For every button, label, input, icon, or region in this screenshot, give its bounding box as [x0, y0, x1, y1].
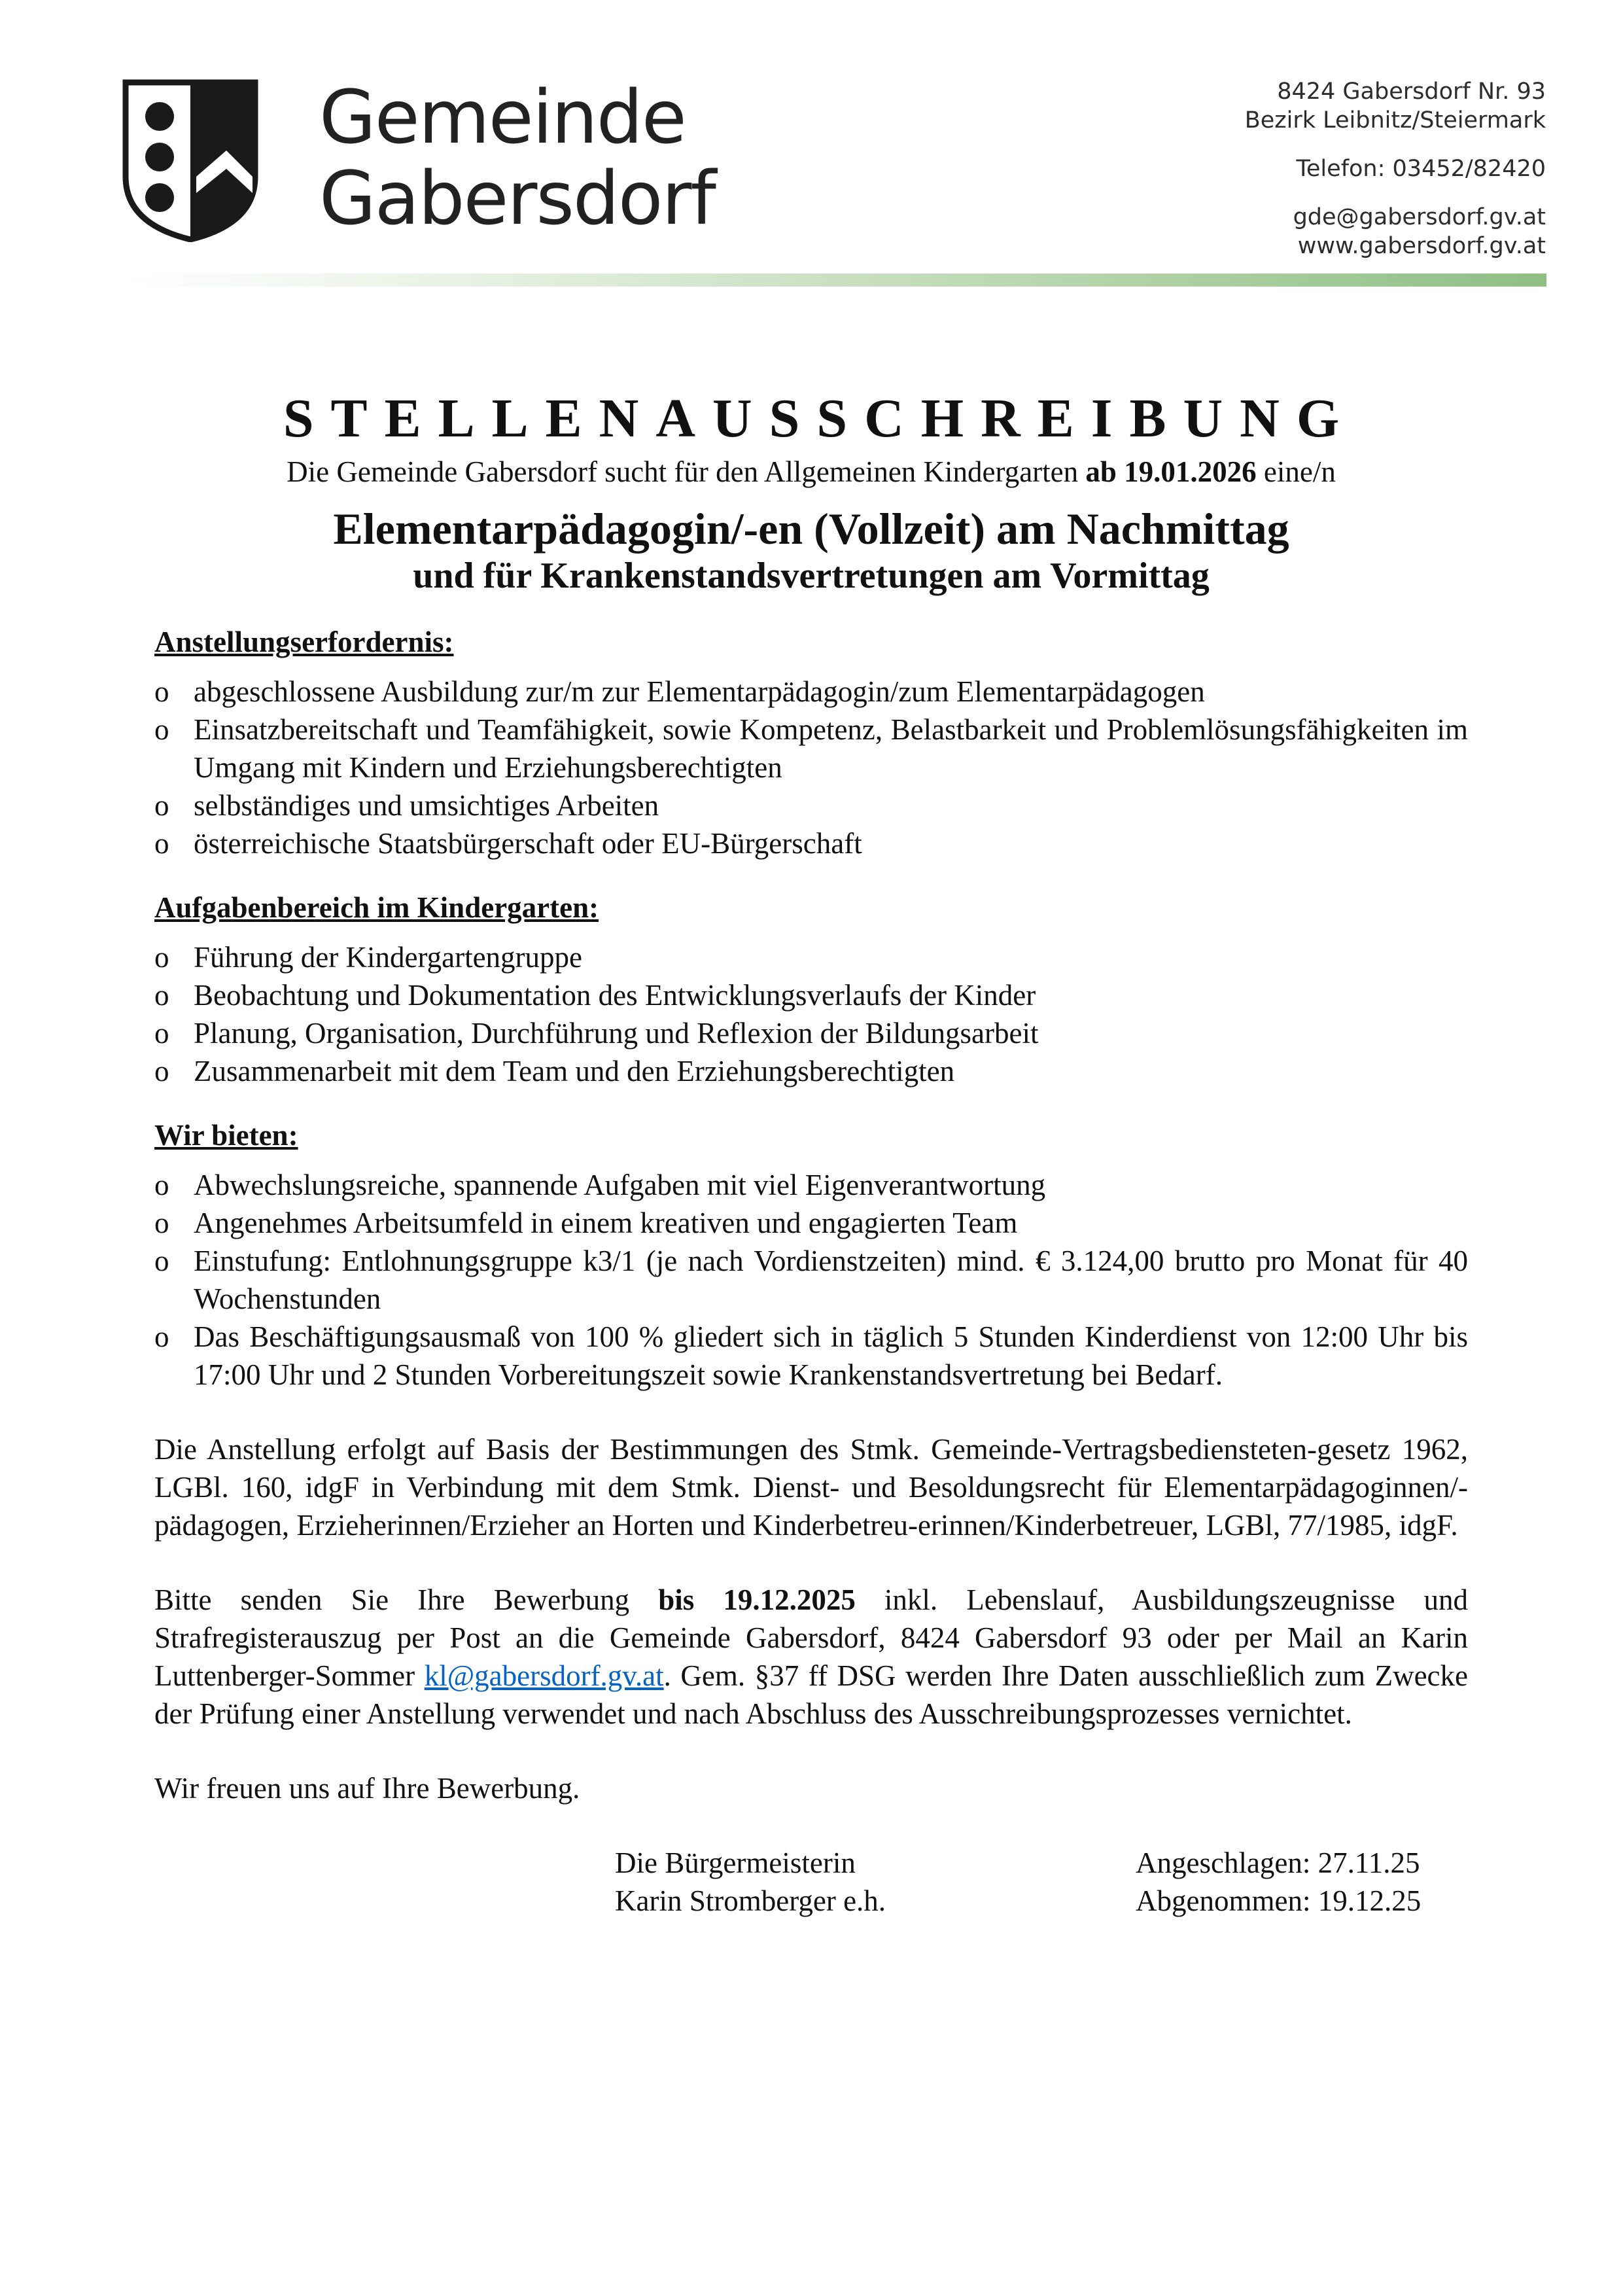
contact-email[interactable]: gde@gabersdorf.gv.at [1293, 204, 1546, 230]
list-item-text: Planung, Organisation, Durchführung und Reflexion der Bildungsarbeit [194, 1017, 1039, 1050]
list-item [154, 824, 1468, 862]
document-title: STELLENAUSSCHREIBUNG [283, 388, 1357, 449]
bullet-icon: o [154, 1017, 169, 1050]
signature-name: Karin Stromberger e.h. [615, 1884, 886, 1917]
closing-line: Wir freuen uns auf Ihre Bewerbung. [154, 1772, 580, 1805]
bullet-icon: o [154, 1055, 169, 1087]
bullet-icon: o [154, 941, 169, 974]
list-item-text: selbständiges und umsichtiges Arbeiten [194, 789, 659, 822]
bullet-icon: o [154, 1245, 169, 1277]
section-title-requirements: Anstellungserfordernis: [154, 626, 454, 658]
application-text-end: . Gem. §37 ff DSG werden Ihre Daten ausschließlich zum Zwecke der Prüfung einer Anstellung verwendet und nach Abschluss des Ausschreibungsprozesses vernichtet. [154, 1659, 1468, 1730]
bullet-icon: o [154, 1207, 169, 1239]
tasks-list [154, 938, 1468, 1090]
list-item-text: Angenehmes Arbeitsumfeld in einem kreativen und engagierten Team [194, 1207, 1018, 1239]
removed-date: Abgenommen: 19.12.25 [1136, 1884, 1422, 1917]
wordmark-line-2: Gabersdorf [319, 156, 715, 241]
contact-address-line-1: 8424 Gabersdorf Nr. 93 [1277, 79, 1546, 105]
application-deadline: bis 19.12.2025 [658, 1583, 856, 1616]
contact-block [1245, 77, 1546, 260]
contact-phone: Telefon: 03452/82420 [1296, 156, 1546, 182]
legal-paragraph: Die Anstellung erfolgt auf Basis der Bestimmungen des Stmk. Gemeinde-Vertragsbediensteten-gesetz 1962, LGBl. 160, idgF in Verbindung mit dem Stmk. Dienst- und Besoldungsrecht für Elementarpädagoginnen/-pädagogen, Erzieherinnen/Erzieher an Horten und Kinderbetreu-erinnen/Kinderbetreuer, LGBl, 77/1985, idgF. [154, 1433, 1468, 1542]
list-item-text: Das Beschäftigungsausmaß von 100 % gliedert sich in täglich 5 Stunden Kinderdienst von 12:00 Uhr bis 17:00 Uhr und 2 Stunden Vorbereitungszeit sowie Krankenstandsvertretung bei Bedarf. [194, 1320, 1468, 1391]
bullet-icon: o [154, 675, 169, 708]
header-gradient-bar [122, 274, 1546, 287]
contact-address-line-2: Bezirk Leibnitz/Steiermark [1244, 107, 1546, 133]
intro-text: Die Gemeinde Gabersdorf sucht für den Allgemeinen Kindergarten [287, 455, 1086, 488]
list-item-text: Abwechslungsreiche, spannende Aufgaben mit viel Eigenverantwortung [194, 1169, 1046, 1201]
list-item [154, 1014, 1468, 1052]
bullet-icon: o [154, 1169, 169, 1201]
intro-suffix: eine/n [1256, 455, 1336, 488]
list-item [154, 673, 1468, 711]
list-item [154, 1318, 1468, 1394]
list-item [154, 1242, 1468, 1318]
document-body [154, 386, 1468, 1922]
offer-list [154, 1166, 1468, 1394]
section-title-tasks: Aufgabenbereich im Kindergarten: [154, 891, 599, 924]
list-item [154, 1052, 1468, 1090]
municipality-wordmark [319, 77, 715, 239]
section-title-offer: Wir bieten: [154, 1119, 298, 1152]
list-item-text: Führung der Kindergartengruppe [194, 941, 583, 974]
intro-start-date: ab 19.01.2026 [1085, 455, 1257, 488]
list-item-text: Zusammenarbeit mit dem Team und den Erziehungsberechtigten [194, 1055, 955, 1087]
list-item-text: Einsatzbereitschaft und Teamfähigkeit, sowie Kompetenz, Belastbarkeit und Problemlösungsfähigkeiten im Umgang mit Kindern und Erziehungsberechtigten [194, 713, 1468, 784]
list-item [154, 711, 1468, 786]
application-email-link[interactable]: kl@gabersdorf.gv.at [424, 1659, 664, 1692]
bullet-icon: o [154, 827, 169, 860]
intro-line [154, 453, 1468, 491]
list-item [154, 1166, 1468, 1204]
bullet-icon: o [154, 713, 169, 746]
application-paragraph [154, 1581, 1468, 1733]
list-item [154, 938, 1468, 976]
list-item [154, 976, 1468, 1014]
application-text-mid: inkl. Lebenslauf, Ausbildungszeugnisse und Strafregisterauszug per Post an die Gemeinde Gabersdorf, 8424 Gabersdorf 93 oder per Mail an Karin Luttenberger-Sommer [154, 1583, 1469, 1692]
bullet-icon: o [154, 979, 169, 1012]
wordmark-line-1: Gemeinde [319, 75, 686, 160]
list-item-text: Einstufung: Entlohnungsgruppe k3/1 (je nach Vordienstzeiten) mind. € 3.124,00 brutto pro Monat für 40 Wochenstunden [194, 1245, 1468, 1315]
application-text: Bitte senden Sie Ihre Bewerbung [154, 1583, 659, 1616]
requirements-list [154, 673, 1468, 862]
list-item [154, 1204, 1468, 1242]
list-item-text: abgeschlossene Ausbildung zur/m zur Elementarpädagogin/zum Elementarpädagogen [194, 675, 1205, 708]
municipality-crest-logo [122, 79, 259, 242]
list-item-text: österreichische Staatsbürgerschaft oder EU-Bürgerschaft [194, 827, 862, 860]
signature-role: Die Bürgermeisterin [615, 1846, 856, 1879]
position-subtitle: und für Krankenstandsvertretungen am Vormittag [413, 556, 1210, 596]
list-item-text: Beobachtung und Dokumentation des Entwicklungsverlaufs der Kinder [194, 979, 1036, 1012]
signature-block [154, 1844, 1468, 1922]
contact-website[interactable]: www.gabersdorf.gv.at [1297, 233, 1546, 259]
bullet-icon: o [154, 1320, 169, 1353]
list-item [154, 786, 1468, 824]
bullet-icon: o [154, 789, 169, 822]
posted-date: Angeschlagen: 27.11.25 [1136, 1846, 1420, 1879]
position-title: Elementarpädagogin/-en (Vollzeit) am Nachmittag [333, 504, 1289, 554]
